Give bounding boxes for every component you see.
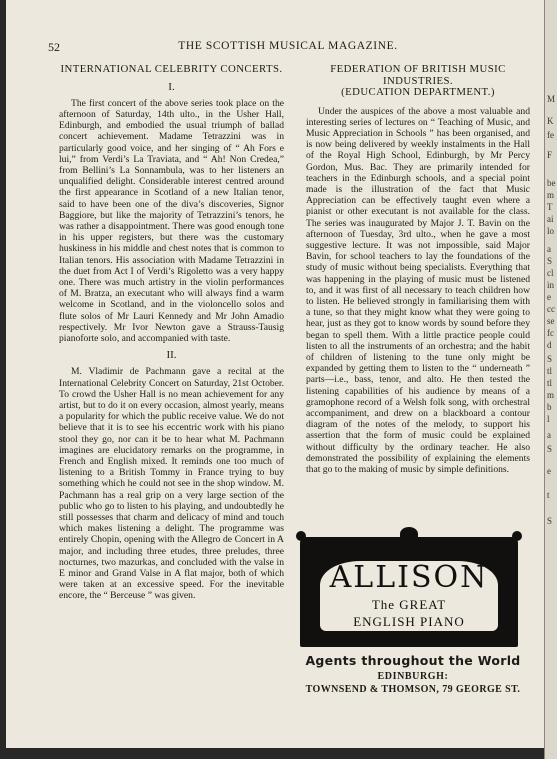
adjacent-page-fragment: S	[547, 516, 553, 526]
page-number: 52	[48, 40, 60, 54]
adjacent-page-fragment: K	[547, 116, 554, 126]
adjacent-page-fragment: a	[547, 244, 551, 254]
adjacent-page-fragment: l	[547, 414, 550, 424]
adjacent-page-fragment: se	[547, 316, 555, 326]
adjacent-page-fragment: tl	[547, 366, 553, 376]
advert-agents: Agents throughout the World	[305, 653, 521, 668]
advert-city: EDINBURGH:	[377, 671, 449, 682]
adjacent-page-fragment: T	[547, 202, 553, 212]
advert-tagline-2: ENGLISH PIANO	[353, 614, 465, 629]
advert-ornate-frame	[300, 537, 518, 647]
adjacent-page-fragment: ai	[547, 214, 554, 224]
article-subtitle: (EDUCATION DEPARTMENT.)	[341, 86, 495, 98]
adjacent-page-fragment: m	[547, 390, 555, 400]
magazine-page	[6, 0, 544, 748]
adjacent-page-fragment: S	[547, 256, 553, 266]
right-column	[306, 64, 530, 477]
article-title-celebrity-concerts: INTERNATIONAL CELEBRITY CONCERTS.	[60, 63, 283, 75]
adjacent-page-fragment: cl	[547, 268, 554, 278]
adjacent-page-edge	[544, 0, 557, 759]
running-title: THE SCOTTISH MUSICAL MAGAZINE.	[178, 40, 398, 52]
adjacent-page-fragment: t	[547, 490, 550, 500]
adjacent-page-fragment: d	[547, 340, 552, 350]
advert-tagline: The GREAT	[371, 597, 447, 612]
article-paragraph: M. Vladimir de Pachmann gave a recital at the International Celebrity Concert on Saturday, 21st October. To crowd the Usher Hall is no mean achievement for any artist, but to do it on every occasion, almost yearly, means a popularity for which the public receive value. We do not believe that it is to see his eccentric work with his piano stool they go, nor can it be to hear what M. Pachmann imagines are elucidatory remarks on the programme, in French and English mixed. It reminds one too much of listening to a British Tommy in France trying to buy something which he could not see in the shop window. M. Pachmann has a real grip on a very large section of the public who go to listen to his playing, and undoubtedly he still possesses that charm and delicacy of mind and touch which makes listening a delight. The programme was entirely Chopin, opening with the Allegro de Concert in A major, and including three etudes, three preludes, three nocturnes, two mazurkas, and concluded with the valse in E minor and Grand Valse in A flat major, both of which were taken at an excessive speed. For the inevitable encore, the “ Berceuse ” was given.	[59, 366, 284, 602]
adjacent-page-fragment: M	[547, 94, 556, 104]
adjacent-page-fragment: S	[547, 444, 553, 454]
adjacent-page-fragment: F	[547, 150, 553, 160]
article-paragraph: The first concert of the above series took place on the afternoon of Saturday, 14th ulto., in the Usher Hall, Edinburgh, and embodied the usual triumph of ballad concert achievement. Madame Tetrazzini was in particularly good voice, and her singing of “ Ah Fors e lui,” from Verdi’s La Traviata, and “ Ah! Non Credea,” from Bellini’s La Sonnambula, was to her listeners an unqualified delight. Considerable interest centred around the first appearance in Scotland of a new Italian tenor, said to have been one of the diva’s discoveries, Signor Baggiore, but like the majority of Tetrazzini’s tenors, he was rather a disappointment. There was good enough tone in his upper registers, but there was the customary huskiness in his middle and chest notes that is common to Italian tenors. His association with Madame Tetrazzini in the duet from Act I of Verdi’s Rigoletto was a very happy one. There was much artistry in the violin performances of M. Bratza, an executant who will always find a warm welcome in Scotland, and in the violoncello solos and flute solos of Mr Lauri Kennedy and Mr John Amadio respectively. Mr Ivor Newton gave a Strauss-Tausig pianoforte solo, and accompanied with taste.	[59, 97, 284, 344]
left-column	[59, 64, 284, 604]
brand-name: ALLISON	[329, 560, 489, 595]
adjacent-page-fragment: m	[547, 190, 555, 200]
article-title-federation: FEDERATION OF BRITISH MUSIC INDUSTRIES.	[330, 63, 506, 87]
adjacent-page-fragment: cc	[547, 304, 555, 314]
adjacent-page-fragment: be	[547, 178, 556, 188]
article-paragraph: Under the auspices of the above a most valuable and interesting series of lectures on “ Teaching of Music, and Music Appreciation in Schools ” has been organised, and is now being delivered by weekly instalments in the Hall of the Royal High School, Edinburgh, by Mr Percy Gordon, Mus. Bac. They are primarily intended for teachers in the Edinburgh schools, and a special point made is the illustration of the fact that Music Appreciation can be effectively taught even where a pianist or other executant is not available for the class. The series was inaugurated by Major J. T. Bavin on the afternoon of Tuesday, 3rd ulto., when he gave a most suggestive lecture. It was not impossible, said Major Bavin, for school teachers to lay the foundations of the study of music without being specialists. Everything that was happening in the playing of music must be listened to, and it was first of all necessary to teach children how to listen. He believed strongly in familiarising them with a tune, so that they might know what they were going to hear, just as they got to know words by sound before they began to spell them. With a little practice people could listen to all the instruments of an orchestra; and the habit of children of listening to the tune only might be expanded by getting them to listen to the “ underneath ” parts—i.e., bass, tenor, and alto. He then tested the listening capabilities of his audience by means of a gramophone record of a Welsh folk song, with orchestral accompaniment, and drew on a blackboard a contour diagram of the notes of the melody, to support his assertion that the form of music could be explained without difficulty by the ordinary teacher. He also demonstrated the possibility of explaining the elements that go to the making of music by simple definitions.	[306, 105, 530, 475]
page-header	[48, 40, 528, 54]
piano-advertisement	[296, 527, 530, 697]
section-heading-ii: II.	[166, 349, 177, 362]
adjacent-page-fragment: e	[547, 466, 551, 476]
section-heading-i: I.	[168, 80, 175, 93]
adjacent-page-fragment: fe	[547, 130, 554, 140]
adjacent-page-fragment: lo	[547, 226, 555, 236]
advert-address: TOWNSEND & THOMSON, 79 GEORGE ST.	[305, 684, 521, 695]
adjacent-page-fragment: a	[547, 430, 551, 440]
adjacent-page-fragment: fc	[547, 328, 554, 338]
adjacent-page-fragment: tl	[547, 378, 553, 388]
adjacent-page-fragment: e	[547, 292, 551, 302]
adjacent-page-fragment: S	[547, 354, 553, 364]
adjacent-page-fragment: in	[547, 280, 555, 290]
adjacent-page-fragment: b	[547, 402, 552, 412]
